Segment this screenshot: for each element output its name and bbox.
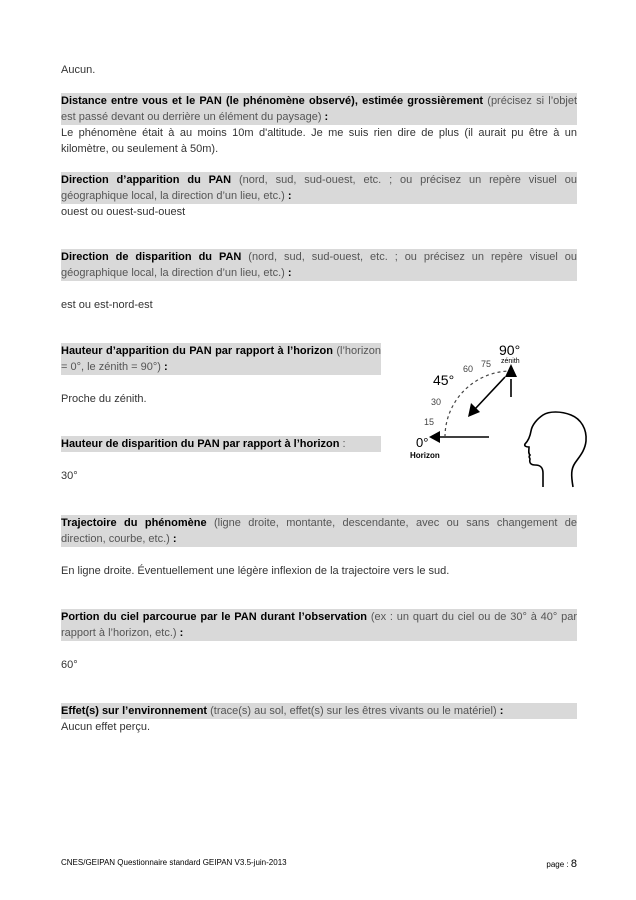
head-silhouette xyxy=(525,412,586,487)
question-distance xyxy=(61,93,577,125)
answer-hauteur-apparition: Proche du zénith. xyxy=(61,393,147,405)
question-colon: : xyxy=(496,705,504,717)
label-75: 75 xyxy=(481,359,492,369)
question-hauteur-disparition xyxy=(61,436,381,452)
question-hauteur-apparition xyxy=(61,343,381,375)
question-title: Direction de disparition du PAN xyxy=(61,251,242,263)
question-note: (précisez si l’objet est passé devant ou derrière un élément du paysage) xyxy=(61,95,577,123)
label-45: 45° xyxy=(433,372,455,388)
question-note: (l’horizon = 0°, le zénith = 90°) xyxy=(61,345,381,373)
question-title: Hauteur de disparition du PAN par rapport à l’horizon xyxy=(61,438,340,450)
page-number: 8 xyxy=(570,858,577,870)
question-note: (ex : un quart du ciel ou de 30° à 40° par rapport à l’horizon, etc.) xyxy=(61,611,577,639)
question-colon: : xyxy=(339,438,346,450)
footer-page xyxy=(546,858,577,870)
question-colon: : xyxy=(176,627,184,639)
label-zenith: zénith xyxy=(501,358,520,365)
label-60: 60 xyxy=(463,364,474,374)
question-title: Direction d’apparition du PAN xyxy=(61,174,232,186)
answer-portion-ciel: 60° xyxy=(61,659,78,671)
question-title: Distance entre vous et le PAN (le phénomène observé), estimée grossièrement xyxy=(61,95,484,107)
question-note: (nord, sud, sud-ouest, etc. ; ou précisez un repère visuel ou géographique local, la direction d’un lieu, etc.) xyxy=(61,251,577,279)
horizon-arrow-icon xyxy=(429,431,440,443)
answer-direction-apparition: ouest ou ouest-sud-ouest xyxy=(61,206,186,218)
question-colon: : xyxy=(160,361,168,373)
page-label: page : xyxy=(546,860,571,869)
question-colon: : xyxy=(321,111,329,123)
question-colon: : xyxy=(284,190,292,202)
label-15: 15 xyxy=(424,417,435,427)
question-title: Effet(s) sur l’environnement xyxy=(61,705,208,717)
question-direction-disparition xyxy=(61,249,577,281)
question-title: Hauteur d’apparition du PAN par rapport à l’horizon xyxy=(61,345,333,357)
question-direction-apparition xyxy=(61,172,577,204)
question-title: Portion du ciel parcourue par le PAN durant l’observation xyxy=(61,611,368,623)
answer-direction-disparition: est ou est-nord-est xyxy=(61,299,153,311)
question-colon: : xyxy=(169,533,177,545)
question-note: (ligne droite, montante, descendante, avec ou sans changement de direction, courbe, etc.) xyxy=(61,517,577,545)
question-title: Trajectoire du phénomène xyxy=(61,517,207,529)
question-note: (nord, sud, sud-ouest, etc. ; ou précisez un repère visuel ou géographique local, la direction d’un lieu, etc.) xyxy=(61,174,577,202)
elevation-angle-diagram xyxy=(395,327,595,492)
question-colon: : xyxy=(284,267,292,279)
label-30: 30 xyxy=(431,397,442,407)
answer-effets: Aucun effet perçu. xyxy=(61,721,151,733)
zenith-arrow-icon xyxy=(505,364,517,377)
answer-trajectoire: En ligne droite. Éventuellement une légère inflexion de la trajectoire vers le sud. xyxy=(61,565,450,577)
label-horizon: Horizon xyxy=(410,451,440,460)
question-note: (trace(s) au sol, effet(s) sur les êtres vivants ou le matériel) xyxy=(207,705,497,717)
label-0: 0° xyxy=(416,435,429,450)
angle-45-line xyxy=(475,377,505,409)
answer-hauteur-disparition: 30° xyxy=(61,470,78,482)
question-effets xyxy=(61,703,577,719)
intro-answer: Aucun. xyxy=(61,64,96,76)
footer-reference: CNES/GEIPAN Questionnaire standard GEIPAN V3.5-juin-2013 xyxy=(61,858,287,867)
question-portion-ciel xyxy=(61,609,577,641)
label-90: 90° xyxy=(499,342,521,358)
answer-distance: Le phénomène était à au moins 10m d'altitude. Je me suis rien dire de plus (il aurait pu être à un kilomètre, ou seulement à 50m). xyxy=(61,127,577,155)
question-trajectoire xyxy=(61,515,577,547)
